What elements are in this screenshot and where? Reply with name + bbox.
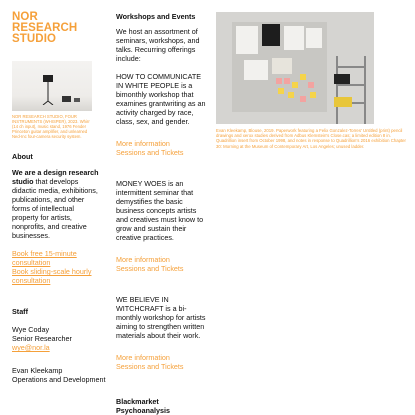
sessions-tickets-link[interactable]: Sessions and Tickets (116, 362, 184, 371)
amplifier (62, 96, 71, 102)
more-information-link[interactable]: More information (116, 139, 170, 148)
ladder (336, 56, 366, 124)
sticky-note (276, 78, 282, 84)
paper-sheet (272, 58, 292, 74)
offering-links (116, 139, 208, 157)
staff-name: Wye Coday (12, 325, 50, 334)
paper-sheet (306, 28, 322, 48)
offering-text: HOW TO COMMUNICATE IN WHITE PEOPLE is a bimonthly workshop that examines grantwriting as an activity charged by race, class, sex, and gender. (116, 72, 206, 126)
sessions-tickets-link[interactable]: Sessions and Tickets (116, 148, 184, 157)
sessions-tickets-link[interactable]: Sessions and Tickets (116, 264, 184, 273)
sticky-note (284, 78, 290, 84)
sticky-note (278, 88, 284, 94)
speaker (74, 98, 80, 102)
staff-heading: Staff (12, 307, 28, 316)
ladder-rung (338, 66, 364, 68)
consultation-links (12, 249, 106, 285)
right-column (216, 12, 406, 149)
hourly-consultation-link[interactable]: Book sliding-scale hourly consultation (12, 267, 92, 285)
right-photo-caption: Evan Kleekamp, Blouse, 2019. Paperwork featuring a Felix Gonzalez-Torres' Untitled (print) pencil drawings and xerox studies derived from Adbus Klemstein's Close.cas; a limited edition 8 in. Quadrillion insert from October 1998, and notes in response to Quadrillion's 2016 exhibition Chapter 30: Morning at the Museum of Contemporary Art, Los Angeles; unused ladder. (216, 128, 406, 149)
about-text (12, 168, 102, 240)
workshops-column (116, 12, 208, 371)
staff-email-link[interactable]: wye@nor.la (12, 343, 50, 352)
left-photo-caption: NOR RESEARCH STUDIO, FOUR INSTRUMENTS (WHISPER), 2023. Whirr (14 ch input), music stand, 1976 Fender Princeton guitar amplifier, and unlearned Ned-Inc four-camera security system. (12, 114, 90, 139)
about-heading: About (12, 152, 33, 161)
workshops-heading: Workshops and Events (116, 12, 196, 21)
black-box (334, 74, 350, 84)
staff-name: Evan Kleekamp (12, 366, 63, 375)
about-body: that develops didactic media, exhibitions, publications, and other forms of intellectual property for artists, nonprofits, and creative businesses. (12, 177, 98, 240)
paper-sheet (236, 26, 258, 54)
sticky-note (310, 92, 316, 98)
yellow-label (334, 97, 352, 107)
offering-links (116, 255, 208, 273)
studio-instruments-photo (12, 61, 92, 111)
blackmarket-heading-line-2: Psychoanalysis (116, 406, 170, 415)
logo-line-2: RESEARCH (12, 22, 78, 34)
ladder-rung (338, 84, 364, 86)
blackmarket-heading (116, 397, 208, 415)
free-consultation-link[interactable]: Book free 15-minute consultation (12, 249, 77, 267)
offering-text: MONEY WOES is an intermittent seminar that demystifies the basic business concepts artists and creatives must know to grow and sustain their creative practices. (116, 179, 204, 242)
more-information-link[interactable]: More information (116, 255, 170, 264)
staff-role: Senior Researcher (12, 334, 72, 343)
staff-member (12, 366, 106, 384)
dark-print (262, 24, 280, 46)
staff-role: Operations and Development (12, 375, 106, 384)
paperwork-board-photo (216, 12, 374, 124)
paper-sheet (284, 26, 304, 50)
sticky-note (288, 92, 294, 98)
blackmarket-heading-line-1: Blackmarket (116, 397, 159, 406)
logo-line-1: NOR (12, 11, 38, 23)
staff-member (12, 325, 106, 352)
left-column (12, 12, 106, 384)
paper-sheet (244, 60, 268, 80)
offering-links (116, 353, 208, 371)
music-stand-icon (42, 75, 54, 105)
studio-logo[interactable] (12, 12, 106, 45)
about-lead: We are a design research studio (12, 168, 99, 186)
workshops-intro: We host an assortment of seminars, workshops, and talks. Recurring offerings include: (116, 27, 200, 63)
offering-text: WE BELIEVE IN WITCHCRAFT is a bi-monthly workshop for artists aiming to strengthen written materials about their work. (116, 295, 206, 340)
logo-line-3: STUDIO (12, 33, 57, 45)
sticky-note (292, 82, 298, 88)
more-information-link[interactable]: More information (116, 353, 170, 362)
sticky-note (300, 96, 306, 102)
sticky-note (308, 82, 314, 88)
sticky-note (300, 74, 306, 80)
